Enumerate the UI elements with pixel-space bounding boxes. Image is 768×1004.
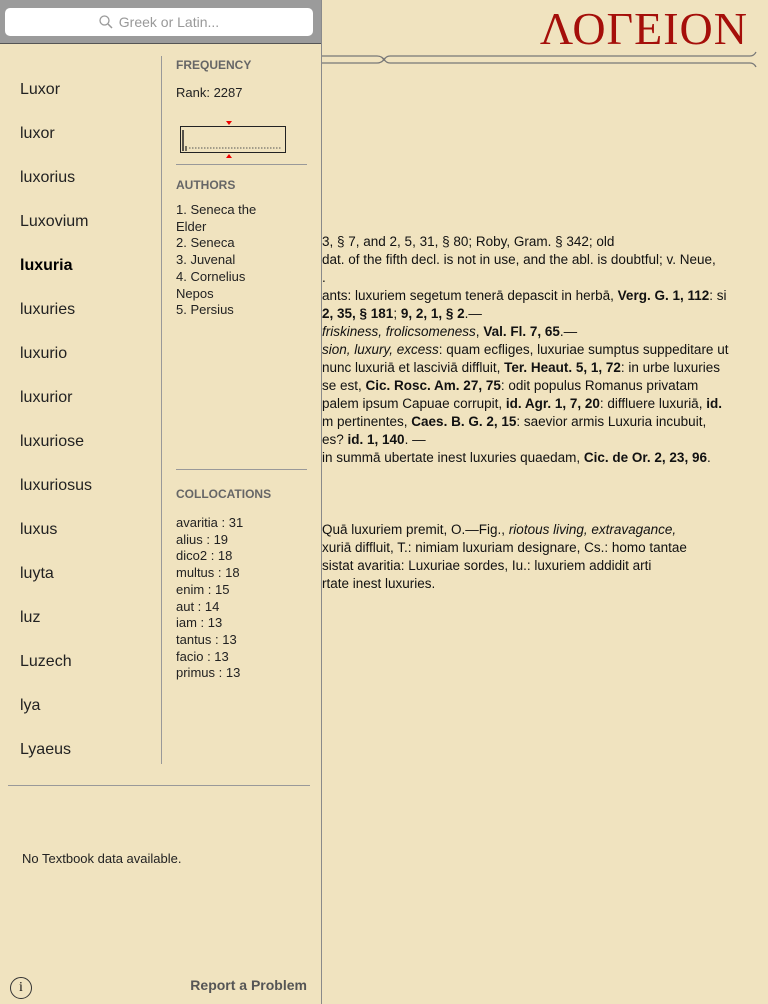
word-list-item[interactable]: lya — [20, 697, 41, 714]
divider — [8, 785, 310, 786]
word-list — [0, 68, 161, 772]
ornamental-divider — [322, 50, 768, 70]
word-list-item[interactable]: Lyaeus — [20, 741, 71, 758]
entry-text-segment: .— — [464, 306, 482, 321]
citation: Val. Fl. 7, 65 — [483, 324, 560, 339]
entry-text-segment: se est, — [322, 378, 366, 393]
word-list-item[interactable]: luxor — [20, 125, 55, 142]
frequency-heading: FREQUENCY — [176, 58, 252, 72]
citation: 2, 35, § 181 — [322, 306, 394, 321]
entry-text-segment: es? — [322, 432, 348, 447]
author-item: 2. Seneca — [176, 235, 235, 251]
entry-text-segment: xuriā diffluit, T.: nimiam luxuriam designare, Cs.: homo tantae — [322, 540, 687, 555]
entry-line — [322, 305, 482, 323]
entry-text-segment: dat. of the fifth decl. is not in use, and the abl. is doubtful; v. Neue, — [322, 252, 716, 267]
author-item: 5. Persius — [176, 302, 234, 318]
entry-text-segment: nunc luxuriā et lasciviā diffluit, — [322, 360, 505, 375]
citation: id. 1, 140 — [347, 432, 405, 447]
word-list-item[interactable]: luxuria — [20, 257, 73, 274]
word-list-item[interactable]: luxorius — [20, 169, 76, 186]
entry-text-segment: sion, luxury, excess — [322, 342, 439, 357]
entry-text-segment: . — — [404, 432, 426, 447]
collocation-item[interactable]: multus : 18 — [176, 565, 240, 581]
authors-list — [176, 202, 286, 319]
word-list-item[interactable]: Luxovium — [20, 213, 89, 230]
word-list-item[interactable]: Luxor — [20, 81, 61, 98]
entry-line — [322, 359, 720, 377]
entry-line — [322, 557, 651, 575]
frequency-rank: Rank: 2287 — [176, 85, 243, 100]
entry-text-segment: sistat avaritia: Luxuriae sordes, Iu.: luxuriem addidit arti — [322, 558, 652, 573]
entry-line — [322, 395, 722, 413]
sidebar — [0, 0, 322, 1004]
collocations-heading: COLLOCATIONS — [176, 487, 272, 501]
entry-text-segment: Quā luxuriem premit, O.—Fig., — [322, 522, 509, 537]
entry-line — [322, 341, 728, 359]
collocation-item[interactable]: avaritia : 31 — [176, 515, 244, 530]
collocation-item[interactable]: facio : 13 — [176, 648, 229, 664]
author-item: 4. Cornelius Nepos — [176, 268, 246, 301]
citation: id. — [706, 396, 722, 411]
entry-text-segment: m pertinentes, — [322, 414, 412, 429]
word-list-item[interactable]: luxus — [20, 521, 58, 538]
entry-line — [322, 287, 727, 305]
entry-line — [322, 377, 698, 395]
divider — [176, 469, 307, 470]
citation: Ter. Heaut. 5, 1, 72 — [504, 360, 621, 375]
entry-text-segment: . — [322, 270, 326, 285]
entry-text-segment: : saevior armis Luxuria incubuit, — [516, 414, 707, 429]
entry-text-segment: riotous living, extravagance, — [508, 522, 677, 537]
divider — [161, 56, 162, 764]
entry-text-segment: palem ipsum Capuae corrupit, — [322, 396, 506, 411]
collocation-item[interactable]: primus : 13 — [176, 665, 241, 681]
search-icon — [99, 15, 113, 29]
word-list-item[interactable]: luz — [20, 609, 41, 626]
word-list-item[interactable]: luxuriosus — [20, 477, 93, 494]
entry-line — [322, 449, 711, 467]
author-item: 3. Juvenal — [176, 252, 236, 268]
collocation-item[interactable]: aut : 14 — [176, 598, 220, 614]
citation: Cic. de Or. 2, 23, 96 — [583, 450, 707, 465]
report-problem-link[interactable]: Report a Problem — [190, 977, 307, 993]
word-list-item[interactable]: luxurio — [20, 345, 68, 362]
entry-text-segment: in summā ubertate inest luxuries quaedam, — [322, 450, 584, 465]
collocation-item[interactable]: iam : 13 — [176, 615, 223, 631]
author-item: 1. Seneca the Elder — [176, 202, 257, 234]
entry-line — [322, 269, 326, 287]
collocation-item[interactable]: dico2 : 18 — [176, 548, 233, 564]
entry-text-segment: : si — [709, 288, 727, 303]
entry-text-segment: ; — [393, 306, 401, 321]
frequency-marker-bottom — [226, 154, 232, 158]
textbook-message: No Textbook data available. — [22, 851, 182, 866]
collocations-list — [176, 515, 307, 682]
info-button[interactable]: i — [10, 977, 32, 999]
entry-line — [322, 575, 435, 593]
search-placeholder: Greek or Latin... — [118, 14, 220, 30]
word-list-item[interactable]: luxuries — [20, 301, 76, 318]
entry-text-segment: , — [475, 324, 484, 339]
entry-text-segment: ants: luxuriem segetum tenerā depascit in herbā, — [322, 288, 618, 303]
entry-text-segment: : diffluere luxuriā, — [599, 396, 707, 411]
entry-text-segment: . — [706, 450, 711, 465]
entry-text-segment: : in urbe luxuries — [620, 360, 720, 375]
collocation-item[interactable]: alius : 19 — [176, 531, 229, 547]
entry-line — [322, 251, 716, 269]
entry-line — [322, 539, 687, 557]
entry-text-segment: .— — [559, 324, 578, 339]
entry-text-segment: rtate inest luxuries. — [322, 576, 436, 591]
authors-heading: AUTHORS — [176, 178, 236, 192]
citation: id. Agr. 1, 7, 20 — [505, 396, 600, 411]
entry-line — [322, 521, 676, 539]
entry-text-segment: 3, § 7, and 2, 5, 31, § 80; Roby, Gram. § 342; old — [322, 234, 615, 249]
word-list-item[interactable]: luyta — [20, 565, 54, 582]
divider — [176, 164, 307, 165]
entry-line — [322, 233, 614, 251]
citation: Cic. Rosc. Am. 27, 75 — [365, 378, 501, 393]
collocation-item[interactable]: enim : 15 — [176, 581, 230, 597]
frequency-graph — [180, 126, 286, 153]
citation: Caes. B. G. 2, 15 — [411, 414, 517, 429]
word-list-item[interactable]: luxurior — [20, 389, 73, 406]
word-list-item[interactable]: luxuriose — [20, 433, 85, 450]
citation: 9, 2, 1, § 2 — [400, 306, 465, 321]
entry-line — [322, 431, 426, 449]
entry-text-segment: : odit populus Romanus privatam — [500, 378, 699, 393]
entry-line — [322, 323, 577, 341]
word-list-item[interactable]: Luzech — [20, 653, 72, 670]
logeion-logo: ΛΟΓΕΙΟΝ — [539, 3, 748, 54]
entry-view — [322, 0, 768, 1004]
collocation-item[interactable]: tantus : 13 — [176, 631, 237, 647]
search-bar — [0, 0, 321, 44]
frequency-marker-top — [226, 121, 232, 125]
entry-line — [322, 413, 706, 431]
entry-text-segment: friskiness, frolicsomeness — [322, 324, 476, 339]
search-input[interactable] — [5, 8, 313, 36]
citation: Verg. G. 1, 112 — [617, 288, 710, 303]
entry-text-segment: : quam ecfliges, luxuriae sumptus suppeditare ut — [438, 342, 729, 357]
